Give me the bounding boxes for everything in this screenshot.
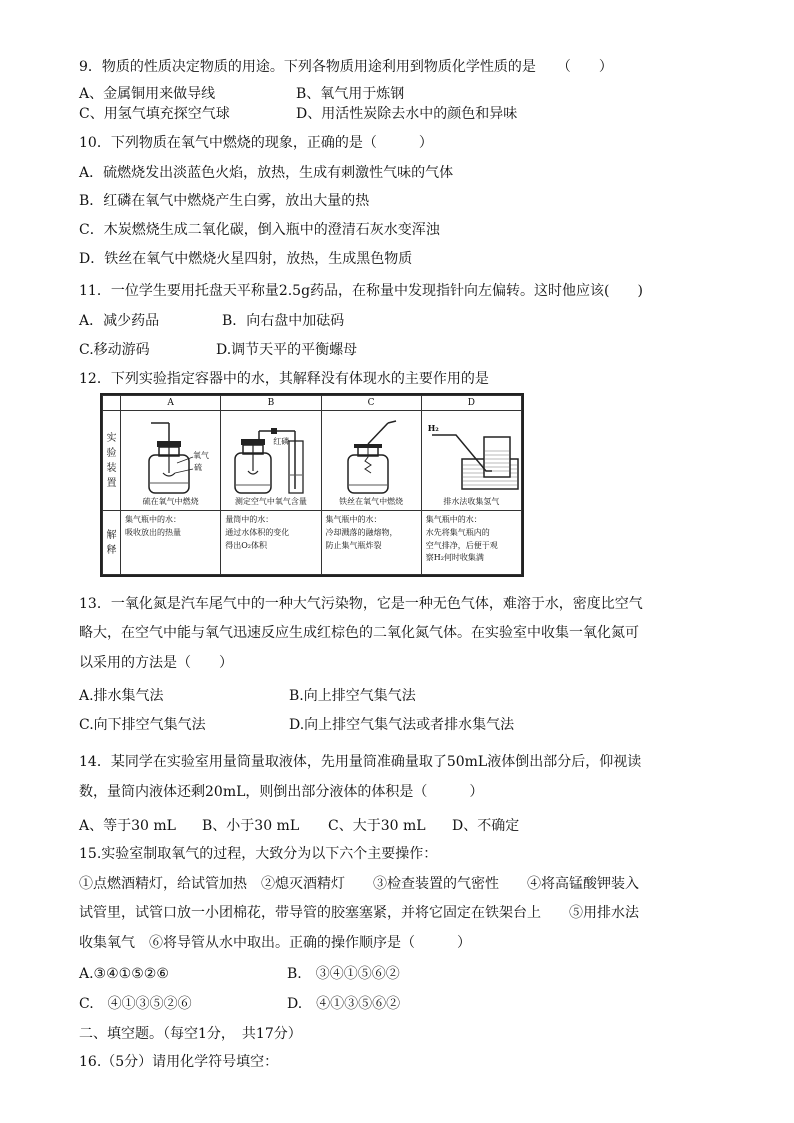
label-sulfur: 硫 — [194, 463, 202, 472]
q10-option-b: B．红磷在氧气中燃烧产生白雾，放出大量的热 — [79, 193, 370, 209]
q13-option-d: D.向上排空气集气法或者排水集气法 — [289, 717, 515, 733]
q10-option-c: C．木炭燃烧生成二氧化碳，倒入瓶中的澄清石灰水变浑浊 — [79, 222, 440, 238]
col-header-a: A — [121, 396, 221, 411]
q15-line-2: ①点燃酒精灯，给试管加热 ②熄灭酒精灯 ③检查装置的气密性 ④将高锰酸钾装入 — [79, 876, 639, 892]
phosphorus-apparatus-illustration — [221, 411, 321, 511]
col-header-d: D — [421, 396, 521, 411]
explanation-row-label: 解 释 — [103, 511, 121, 575]
q13-option-b: B.向上排空气集气法 — [289, 688, 416, 704]
apparatus-row-label: 实 验 装 置 — [103, 411, 121, 511]
q13-option-c: C.向下排空气集气法 — [79, 717, 206, 733]
q11-option-d: D.调节天平的平衡螺母 — [216, 342, 358, 358]
q13-option-a: A.排水集气法 — [79, 688, 164, 704]
q10-stem: 10．下列物质在氧气中燃烧的现象，正确的是（ ） — [79, 135, 433, 151]
caption-d: 排水法收集氢气 — [443, 497, 500, 506]
col-header-c: C — [321, 396, 421, 411]
caption-b: 测定空气中氧气含量 — [234, 497, 307, 506]
explanation-a: 集气瓶中的水： 吸收放出的热量 — [121, 511, 221, 575]
label-oxygen: 氧气 — [193, 451, 209, 460]
caption-c: 铁丝在氧气中燃烧 — [339, 497, 404, 506]
q14-line-2: 数，量筒内液体还剩20mL，则倒出部分液体的体积是（ ） — [79, 784, 484, 800]
q14-option-a: A、等于30 mL — [79, 818, 176, 834]
apparatus-d — [421, 411, 521, 511]
apparatus-b — [221, 411, 321, 511]
q12-stem: 12．下列实验指定容器中的水，其解释没有体现水的主要作用的是 — [79, 371, 489, 387]
q9-option-d: D、用活性炭除去水中的颜色和异味 — [296, 106, 518, 122]
q11-option-a: A．减少药品 — [79, 313, 160, 329]
q15-option-d: D. ④①③⑤⑥② — [287, 996, 401, 1012]
sulfur-jar-illustration — [121, 411, 221, 511]
q14-option-c: C、大于30 mL — [328, 818, 426, 834]
q16-stem: 16.（5分）请用化学符号填空： — [79, 1054, 279, 1070]
label-hydrogen: H₂ — [427, 423, 439, 433]
apparatus-row — [103, 411, 522, 511]
q14-line-1: 14．某同学在实验室用量筒量取液体，先用量筒准确量取了50mL液体倒出部分后，仰视读 — [79, 754, 642, 770]
apparatus-c — [321, 411, 421, 511]
section-2-title: 二、填空题。（每空1分， 共17分） — [79, 1026, 302, 1042]
q13-line-1: 13．一氧化氮是汽车尾气中的一种大气污染物，它是一种无色气体，难溶于水，密度比空气 — [79, 596, 643, 612]
q14-option-d: D、不确定 — [452, 818, 520, 834]
iron-wire-jar-illustration — [322, 411, 422, 511]
table-header-row — [103, 396, 522, 411]
q9-option-a: A、金属铜用来做导线 — [79, 86, 216, 102]
explanation-c: 集气瓶中的水： 冷却溅落的融熔物， 防止集气瓶炸裂 — [321, 511, 421, 575]
q10-option-a: A．硫燃烧发出淡蓝色火焰，放热，生成有刺激性气味的气体 — [79, 165, 454, 181]
q15-option-b: B. ③④①⑤⑥② — [287, 966, 400, 982]
q11-stem: 11．一位学生要用托盘天平称量2.5g药品，在称量中发现指针向左偏转。这时他应该( ) — [79, 283, 643, 299]
q14-option-b: B、小于30 mL — [202, 818, 300, 834]
q9-option-c: C、用氢气填充探空气球 — [79, 106, 230, 122]
caption-a: 硫在氧气中燃烧 — [142, 497, 199, 506]
q15-option-a: A.③④①⑤②⑥ — [79, 966, 169, 982]
q15-option-c: C. ④①③⑤②⑥ — [79, 996, 192, 1012]
table-corner-cell — [103, 396, 121, 411]
apparatus-a — [121, 411, 221, 511]
q15-line-3: 试管里，试管口放一小团棉花，带导管的胶塞塞紧，并将它固定在铁架台上 ⑤用排水法 — [79, 905, 639, 921]
q11-option-c: C.移动游码 — [79, 342, 150, 358]
q9-option-b: B、氧气用于炼钢 — [296, 86, 405, 102]
explanation-d: 集气瓶中的水： 水先将集气瓶内的 空气排净，后便于观 察H₂何时收集满 — [421, 511, 521, 575]
q13-line-3: 以采用的方法是（ ） — [79, 655, 233, 671]
q12-experiment-table — [100, 393, 524, 577]
label-red-phosphorus: 红磷 — [273, 437, 290, 446]
q15-line-1: 15.实验室制取氧气的过程，大致分为以下六个主要操作： — [79, 846, 438, 862]
q13-line-2: 略大，在空气中能与氧气迅速反应生成红棕色的二氧化氮气体。在实验室中收集一氧化氮可 — [79, 625, 639, 641]
q15-line-4: 收集氧气 ⑥将导管从水中取出。正确的操作顺序是（ ） — [79, 935, 471, 951]
q10-option-d: D．铁丝在氧气中燃烧火星四射，放热，生成黑色物质 — [79, 251, 413, 267]
col-header-b: B — [221, 396, 321, 411]
q11-option-b: B．向右盘中加砝码 — [222, 313, 345, 329]
q9-stem: 9．物质的性质决定物质的用途。下列各物质用途利用到物质化学性质的是 （ ） — [79, 59, 613, 75]
explanation-b: 量筒中的水： 通过水体积的变化 得出O₂体积 — [221, 511, 321, 575]
explanation-row — [103, 511, 522, 575]
